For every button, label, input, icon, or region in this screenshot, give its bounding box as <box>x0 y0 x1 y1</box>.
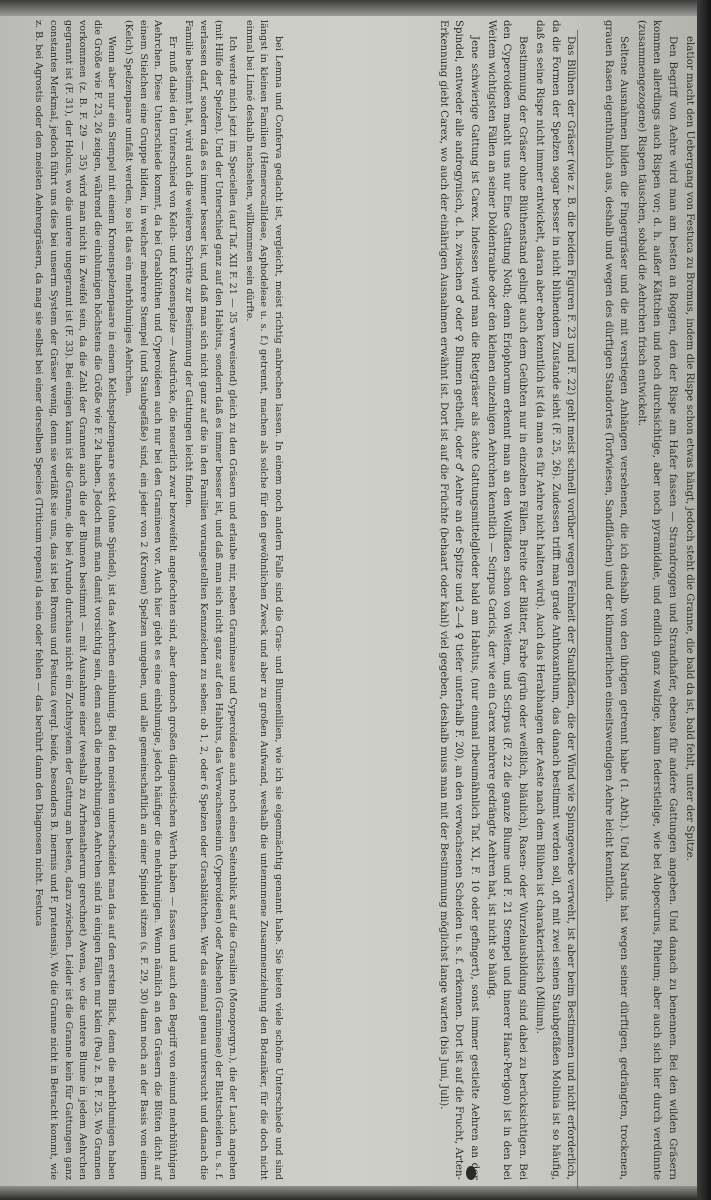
paragraph: Das Blühen der Gräser (wie z. B. die beiden Figuren F. 23 und F. 22) geht meist schnell vorüber wegen Feinheit der Staubfäden, die der Wind wie Spinngewebe verweht, ist aber beim Bestimmen und nicht erforderlich, da die Formen der Spelzen sogar besser in nicht blühendem Zustande sieht (F. 25, 26). Zudessen trifft man grade Anthoxanthum, das danach bestimmt werden soll, oft mit zwei seinen Staubgefäßen Molinia ist so häufig, daß es seine Rispe nicht immer entwickelt, daran aber eben kenntlich ist (da man es für Aehre nicht halten wird). Auch das Herabhangen der Aeste nach dem Blühen ist charakteristisch (Milium). <box>534 20 576 1180</box>
paragraph: Den Begriff von Aehre wird man am besten an Roggen, den der Rispe am Hafer fassen — Strandroggen und Strandhafer, ebenso für andere Gattungen angeben. Und danach zu benennen. Bei den wilden Gräsern kommen allerdings auch Rispen vor; d. h. außer Kättchen und noch durchsichtige, aber noch pyramidale, und endlich ganz walzige, kaum federstielige, wie bei Alopecurus, Phleum; aber auch sich hier durch verdünnte (zusammengezogene) Rispen täuschen, sobald die Aehrchen frisch entwickelt. <box>635 20 678 1180</box>
paragraph: Ich werde mich jetzt im Speciellen (auf Taf. XII F. 21 — 35 verweisend) gleich zu den Gräsern und erlaube mir, neben Gramineae und Cyperoideae auch noch einen Seitenblick auf die Grasilien (Monoporgyn.), die der Lauch angehen (mit Hilfe der Spelzen). Und der Unterschied ganz auf den Habitus, sondern daß es immer besser ist, und daß man sich nicht ganz auf den Habitus, das Verwachsenseinn (Cyperoideen) oder Absehen (Gramineae) der Blattscheiden u. s. f. verlassen darf, sondern daß es immer besser ist, und daß man sich nicht ganz auf die in den Familien vorangestellten Kennzeichen zu sehen: ob 1, 2, oder 6 Spelzen oder Grasblättchen. Wer das einmal genau untersucht und danach die Familie bestimmt hat, wird auch die weiteren Schritte zur Bestimmung der Gattungen leicht finden. <box>183 20 239 1180</box>
paragraph: Bestimmung der Gräser ohne Blüthenstand gelingt auch dem Geübten nur in einzelnen Fällen. Breite der Blätter, Farbe (grün oder weißlich, bläulich), Rasen- oder Wurzelausbildung sind dabei zu berücksichtigen. Bei den Cyperoideen macht uns nur Eine Gattung Noth; denn Eriophorum erkennt man an den Wollfäden schon von Weitem, und Scirpus (F. 22 die ganze Blume und F. 21 Stempel und innerer Haar-Perigon) ist in den bei Weitem wichtigsten Fällen an seiner Doldentraube oder den kleinen einzelnigen Aehrchen kenntlich — Scirpus Caricis, der wie ein Carex mehrere gedrängte Aehren hat, ist nicht so häufig. <box>485 20 528 1180</box>
right-column-text <box>577 20 697 1180</box>
paragraph: Er muß dabei den Unterschied von Kelch- und Kronenspelze — Ausdrücke, die neuerlich zwar bezweifelt angefochten sind, aber dennoch großen diagnostischen Werth haben — fassen und auch den Begriff von einund mehrblüthigen Aehrchen. Diese Unterschiede kommt, da bei Grasblüthen und Cyperoideen auch nur bei den Gramineen vor. Auch hier giebt es eine einblumige, jedoch häufiger die mehrblumigen. Wenn nämlich an den Gräsern die Blüten dicht auf einem Stielchen eine Gruppe bilden, in welcher mehrere Stempel (und Staubgefäße) sind, ein jeder von 2 (Kronen) Spelzen umgeben, und alle gemeinschaftlich an einer Spindel sitzen (s. F. 29, 30) dann noch an der Basis von einem (Kelch) Spelzenpaare umfaßt werden, so ist das ein mehrblumiges Aehrchen. <box>123 20 178 1180</box>
paragraph: Jene schwierige Gattung ist Carex. Indessen wird man die Rietgräser als ächte Gattungsmittelglieder bald am Habitus, (nur einmal ribeumähnlich Taf. XI, F. 10 oder gefingert), sonst immer gestielte Aehren an der Spindel, entweder alle androgynisch, d. h. zwischen ♂ oder ♀ Blumen getheilt, oder ♂ Aehre an der Spitze und 2—4 ♀ tiefer unterhalb F. 20), an den verwachsenen Scheiden u. s. f. erkennen. Dort ist auf die Frucht, Arten-Erkennung giebt Carex, wo auch der einährigen Ausnahmen erwähnt ist. Dort ist auf die Früchte (behaart oder kahl) viel gegeben, deshalb muss man mit der Bestimmung möglichst lange warten (bis Juni, Juli). <box>437 20 480 1180</box>
paragraph: Seltene Ausnahmen bilden die Fingergräser und die mit verstiegen Anhängen versehenen, die ich deshalb von den übrigen getrennt habe (1. Abth.). Und Nardus hat wegen seiner dürftigen, gedrängten, trockenen, grauen Rasen eigenthümlich aus, deshalb und wegen des dürftigen Standortes (Torfwiesen, Sandflächen) und der kümmerlichen einseitswendigen Aehre leicht kenntlich. <box>602 20 630 1180</box>
scan-edge-bottom <box>0 1186 711 1200</box>
paragraph: bei Lemna und Conferva gedacht ist, vergleicht, meist richtig anbrechen lassen. In einem noch andern Falle sind die Gras- und Blumenlilien, wie ich sie eigenmächtig genannt habe. Sie bieten viele schöne Unterschiede und sind längst in kleinen Familien (Hemerocallideae, Asphodeleae u. s. f.) getrennt, machen als solche für den gewöhnlichen Zweck und aber zu großen Aufwand, weshalb die untenmmene Zusammenziehung den Botaniker, für die doch nicht einmal bei Linné deshalb nachsehen, willkommen sein dürfte. <box>243 20 284 1180</box>
scan-edge-right <box>697 0 711 1200</box>
paragraph: elatior macht den Uebergang von Festuca zu Bromus, indem die Rispe schon etwas hängt, jedoch steht die Granne, die bald da ist, bald fehlt, unter der Spitze. <box>684 36 695 861</box>
scan-edge-top <box>0 0 711 16</box>
middle-column-text <box>288 20 578 1180</box>
left-column-text <box>13 20 285 1180</box>
paragraph: Wenn aber nur ein Stempel mit einem Kronenspelzenpaare in einem Kelchspelzenpaare steckt (ohne Spindel), ist das Aehrchen einblumig. Bei den meisten unterscheidet man das auf den ersten Blick, denn die mehrblumigen haben die Größe wie F. 23, 26 zeigen, während die einblumigen höchstens die Größe wie F. 24 haben. Jedoch muß man damit vorsichtig sein, denn auch die mehrblumigen Aehrchen sind in einigen Fällen nur klein (Poa) z. B. F. 25. Wo Grannen vorkommen (z. B. F. 29 — 35) wird man nicht in Zweifel sein, da die Zahl der Grannen auch die der Blumen bestimmt — mit Ausnahme einer (weshalb zu Arrhenatherum gerechnet) Avena, wo die untere Blume in jedem Aehrchen gegrannt ist (F. 31), der Holcus, wo die untere ungegrannt ist (F. 33). Bei einigen kann ist die Granne, die bei Arundo durchaus nicht ein Zuchtsystem der Gattung am besten, dazu zwischen. Leider ist die Granne kein für Gattungen ganz constantes Merkmal, jedoch führt uns dies bei unserm System der Gräser wenig, denn sie verläßt sie uns, das ist bei Bromus und Festuca (vergl. beide, besonders B. inermis und F. pratensis). Wo die Granne nicht in Betracht kommt, wie z. B. bei Agrostis oder den meisten Aehrengräsern, da mag sie selbst bei einer derselben Species (Triticum repens) da sein oder fehlen — das berührt dann den Diagnosen nicht. Festuca <box>33 20 118 1180</box>
